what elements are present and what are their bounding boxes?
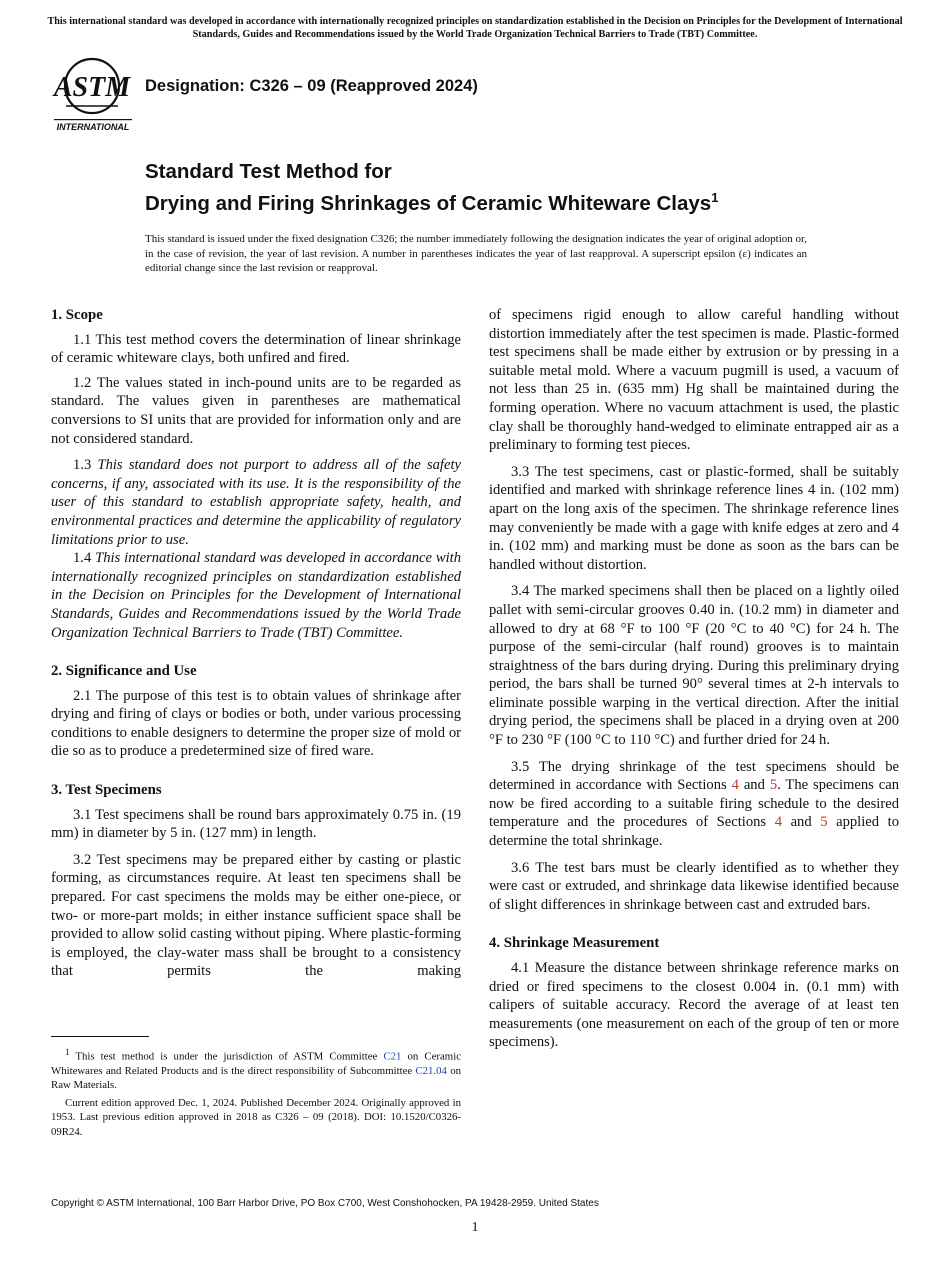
section-link-4[interactable]: 4 — [731, 777, 739, 794]
designation: Designation: C326 – 09 (Reapproved 2024) — [145, 77, 478, 95]
page-number: 1 — [471, 1220, 479, 1235]
paragraph-3-2-part-2: of specimens rigid enough to allow careful handling without distortion immediately after the test specimen is made. Plastic-formed test specimens shall be made either by extrusion or by pressing in a suitable metal mold. Where a vacuum pugmill is used, a vacuum of not less than 25 in. (635 mm) Hg shall be maintained during the forming operation. Where no vacuum attachment is used, the plastic clay shall be thoroughly hand-wedged to eliminate entrapped air as a preliminary to forming test pieces. — [489, 307, 899, 454]
paragraph-3-1: 3.1 Test specimens shall be round bars approximately 0.75 in. (19 mm) in diameter by 5 in. (127 mm) in length. — [51, 806, 461, 842]
title-footnote-mark: 1 — [711, 190, 719, 205]
paragraph-1-4 — [51, 549, 461, 642]
section-link-5[interactable]: 5 — [769, 777, 778, 794]
astm-logo — [52, 56, 136, 134]
footnote-mark: 1 — [65, 1047, 70, 1057]
footnote-edition: Current edition approved Dec. 1, 2024. Published December 2024. Originally approved in 1953. Last previous edition approved in 2018 as C326 – 09 (2018). DOI: 10.1520/C0326-09R24. — [51, 1097, 461, 1138]
paragraph-number: 1.4 — [73, 550, 96, 567]
logo-subtext: INTERNATIONAL — [56, 122, 130, 132]
paragraph-3-3: 3.3 The test specimens, cast or plastic-formed, shall be suitably identified and marked with shrinkage reference lines 4 in. (102 mm) apart on the long axis of the specimen. The shrinkage reference lines may conveniently be made with a gage with knife edges at zero and 4 in. (102 mm) and marking must be done as soon as the bars can be handled without distortion. — [489, 463, 899, 573]
document-title — [145, 159, 718, 217]
paragraph-3-6: 3.6 The test bars must be clearly identified as to whether they were cast or extruded, and shrinkage data likewise identified because of slight differences in shrinkage between cast and extruded bars. — [489, 859, 899, 913]
section-link-5[interactable]: 5 — [820, 814, 828, 831]
section-heading-specimens: 3. Test Specimens — [51, 782, 162, 799]
section-heading-measurement: 4. Shrinkage Measurement — [489, 935, 660, 952]
astm-logo-icon — [52, 56, 136, 134]
paragraph-1-2: 1.2 The values stated in inch-pound units are to be regarded as standard. The values given in parentheses are mathematical conversions to SI units that are provided for information only and are not considered standard. — [51, 374, 461, 447]
standard-notice: This standard is issued under the fixed designation C326; the number immediately following the designation indicates the year of original adoption or, in the case of revision, the year of last revision. A number in parentheses indicates the year of last reapproval. A superscript epsilon (ε) indicates an editorial change since the last revision or reapproval. — [145, 233, 807, 275]
section-link-4[interactable]: 4 — [774, 814, 782, 831]
paragraph-3-4: 3.4 The marked specimens shall then be placed on a lightly oiled pallet with semi-circular grooves 0.40 in. (10.2 mm) in diameter and allowed to dry at 68 °F to 100 °F (20 °C to 40 °C) for 24 h. The purpose of the semi-circular (half round) grooves is to maintain straightness of the bars during drying. During this preliminary drying period, the bars shall be turned 90° several times at 2-h intervals to eliminate possible warping in the vertical direction. After the initial drying period, the specimens shall be placed in a drying oven at 200 °F to 230 °F (100 °C to 110 °C) and further dried for 24 h. — [489, 583, 899, 749]
header-notice: This international standard was developed in accordance with internationally recognized principles on standardization established in the Decision on Principles for the Development of International Standards, Guides and Recommendations issued by the World Trade Organization Technical Barriers to Trade (TBT) Committee. — [47, 16, 903, 40]
title-text: Drying and Firing Shrinkages of Ceramic Whiteware Clays — [145, 191, 712, 215]
paragraph-text: This standard does not purport to address all of the safety concerns, if any, associated with its use. It is the responsibility of the user of this standard to establish appropriate safety, health, and environmental practices and determine the applicability of regulatory limitations prior to use. — [51, 457, 461, 548]
paragraph-text: This international standard was developed in accordance with internationally recognized principles on standardization established in the Decision on Principles for the Development of International Standards, Guides and Recommendations issued by the World Trade Organization Technical Barriers to Trade (TBT) Committee. — [51, 550, 462, 641]
paragraph-2-1: 2.1 The purpose of this test is to obtain values of shrinkage after drying and firing of clays or bodies or both, under various processing conditions to enable designers to determine the proper size of mold or die so as to produce a predetermined size of fired ware. — [51, 687, 461, 760]
paragraph-4-1: 4.1 Measure the distance between shrinkage reference marks on dried or fired specimens to the closest 0.004 in. (0.1 mm) with calipers of suitable accuracy. Record the average of at least ten measurements (one measurement on each of the group of ten or more specimens). — [489, 960, 899, 1051]
footnote-1: $^1$ This test method is under the jurisdiction of ASTM Committee C21 on Ceramic Whitewares and Related Products and is the direct responsibility of Subcommittee C21.04 on Raw Materials. — [51, 1047, 462, 1091]
link-c21[interactable]: C21 — [383, 1050, 402, 1063]
footnote-rule — [51, 1036, 149, 1037]
paragraph-3-5: 3.5 The drying shrinkage of the test specimens should be determined in accordance with Sections 4 and 5. The specimens can now be fired according to a suitable firing schedule to the desired temperature and the procedures of Sections 4 and 5 applied to determine the total shrinkage. — [489, 758, 899, 850]
paragraph-1-3 — [51, 456, 461, 549]
copyright-notice: Copyright © ASTM International, 100 Barr Harbor Drive, PO Box C700, West Conshohocken, PA 19428-2959. United States — [51, 1198, 599, 1209]
title-line-1: Standard Test Method for — [145, 160, 392, 183]
logo-text: ASTM — [53, 72, 131, 103]
section-heading-significance: 2. Significance and Use — [51, 663, 197, 680]
footnotes — [51, 1045, 461, 1143]
left-column — [51, 306, 461, 989]
paragraph-number: 1.3 — [73, 457, 98, 474]
paragraph-3-2-part-1: 3.2 Test specimens may be prepared either by casting or plastic forming, as circumstances require. At least ten specimens shall be prepared. For cast specimens the molds may be either one-piece, or two- or more-part molds; in either instance sufficient space shall be provided to allow solid casting without piping. Where plastic-forming is employed, the clay-water mass shall be brought to a consistency that permits the making — [51, 851, 461, 980]
paragraph-1-1: 1.1 This test method covers the determination of linear shrinkage of ceramic whiteware clays, both unfired and fired. — [51, 331, 461, 367]
section-heading-scope: 1. Scope — [51, 307, 103, 323]
title-line-2 — [145, 185, 718, 217]
right-column — [489, 306, 899, 1060]
link-c21-04[interactable]: C21.04 — [415, 1064, 447, 1077]
